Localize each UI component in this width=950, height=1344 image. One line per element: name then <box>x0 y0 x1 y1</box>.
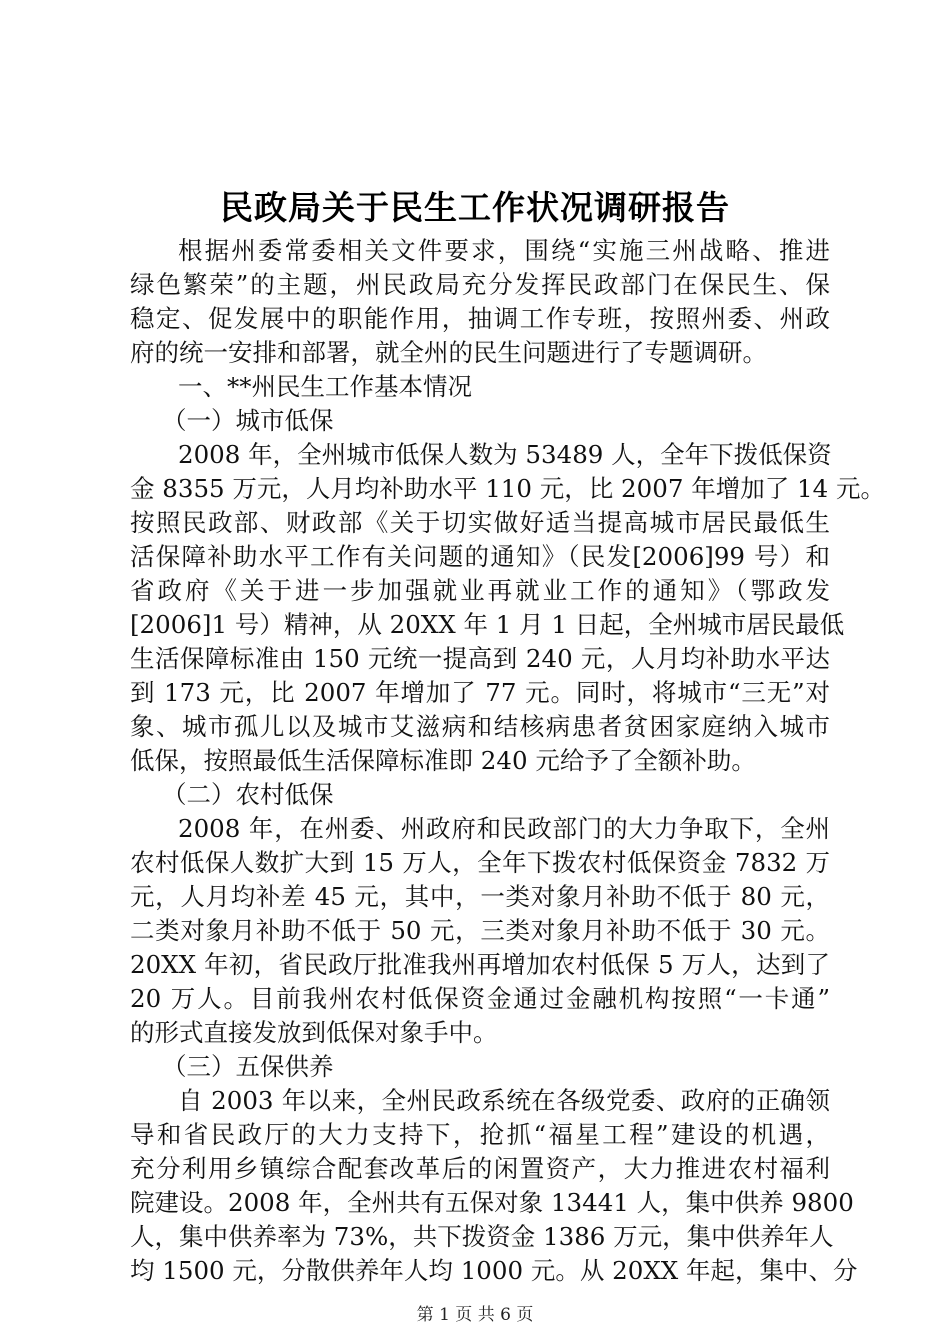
paragraph-line: 到 173 元，比 2007 年增加了 77 元。同时，将城市“三无”对 <box>130 678 830 707</box>
paragraph-line: 府的统一安排和部署，就全州的民生问题进行了专题调研。 <box>130 338 767 367</box>
paragraph-line: 按照民政部、财政部《关于切实做好适当提高城市居民最低生 <box>130 508 830 537</box>
document-title: 民政局关于民生工作状况调研报告 <box>220 188 730 227</box>
paragraph-line: 20XX 年初，省民政厅批准我州再增加农村低保 5 万人，达到了 <box>130 950 830 979</box>
paragraph-line: 2008 年，全州城市低保人数为 53489 人，全年下拨低保资 <box>178 440 832 469</box>
subsection-heading: （二）农村低保 <box>162 780 334 809</box>
paragraph-line: 均 1500 元，分散供养年人均 1000 元。从 20XX 年起，集中、分 <box>130 1256 858 1285</box>
section-heading: 一、**州民生工作基本情况 <box>178 372 472 401</box>
paragraph-line: 元，人月均补差 45 元，其中，一类对象月补助不低于 80 元， <box>130 882 830 911</box>
paragraph-line: 20 万人。目前我州农村低保资金通过金融机构按照“一卡通” <box>130 984 830 1013</box>
paragraph-line: 生活保障标准由 150 元统一提高到 240 元，人月均补助水平达 <box>130 644 830 673</box>
paragraph-line: 自 2003 年以来，全州民政系统在各级党委、政府的正确领 <box>178 1086 830 1115</box>
paragraph-line: 稳定、促发展中的职能作用，抽调工作专班，按照州委、州政 <box>130 304 830 333</box>
paragraph-line: 充分利用乡镇综合配套改革后的闲置资产，大力推进农村福利 <box>130 1154 830 1183</box>
paragraph-line: 人，集中供养率为 73%，共下拨资金 1386 万元，集中供养年人 <box>130 1222 834 1251</box>
subsection-heading: （三）五保供养 <box>162 1052 334 1081</box>
paragraph-line: 2008 年，在州委、州政府和民政部门的大力争取下，全州 <box>178 814 830 843</box>
paragraph-line: 省政府《关于进一步加强就业再就业工作的通知》（鄂政发 <box>130 576 830 605</box>
subsection-heading: （一）城市低保 <box>162 406 334 435</box>
paragraph-line: 农村低保人数扩大到 15 万人，全年下拨农村低保资金 7832 万 <box>130 848 830 877</box>
paragraph-line: 活保障补助水平工作有关问题的通知》（民发[2006]99 号）和 <box>130 542 830 571</box>
page-footer: 第 1 页 共 6 页 <box>416 1305 534 1325</box>
paragraph-line: 金 8355 万元，人月均补助水平 110 元，比 2007 年增加了 14 元。 <box>130 474 885 503</box>
paragraph-line: 的形式直接发放到低保对象手中。 <box>130 1018 498 1047</box>
paragraph-line: 院建设。2008 年，全州共有五保对象 13441 人，集中供养 9800 <box>130 1188 854 1217</box>
paragraph-line: 低保，按照最低生活保障标准即 240 元给予了全额补助。 <box>130 746 756 775</box>
paragraph-line: 象、城市孤儿以及城市艾滋病和结核病患者贫困家庭纳入城市 <box>130 712 830 741</box>
paragraph-line: 绿色繁荣”的主题，州民政局充分发挥民政部门在保民生、保 <box>130 270 830 299</box>
paragraph-line: 根据州委常委相关文件要求，围绕“实施三州战略、推进 <box>178 236 830 265</box>
paragraph-line: 导和省民政厅的大力支持下，抢抓“福星工程”建设的机遇， <box>130 1120 830 1149</box>
paragraph-line: 二类对象月补助不低于 50 元，三类对象月补助不低于 30 元。 <box>130 916 830 945</box>
paragraph-line: [2006]1 号）精神，从 20XX 年 1 月 1 日起，全州城市居民最低 <box>130 610 845 639</box>
